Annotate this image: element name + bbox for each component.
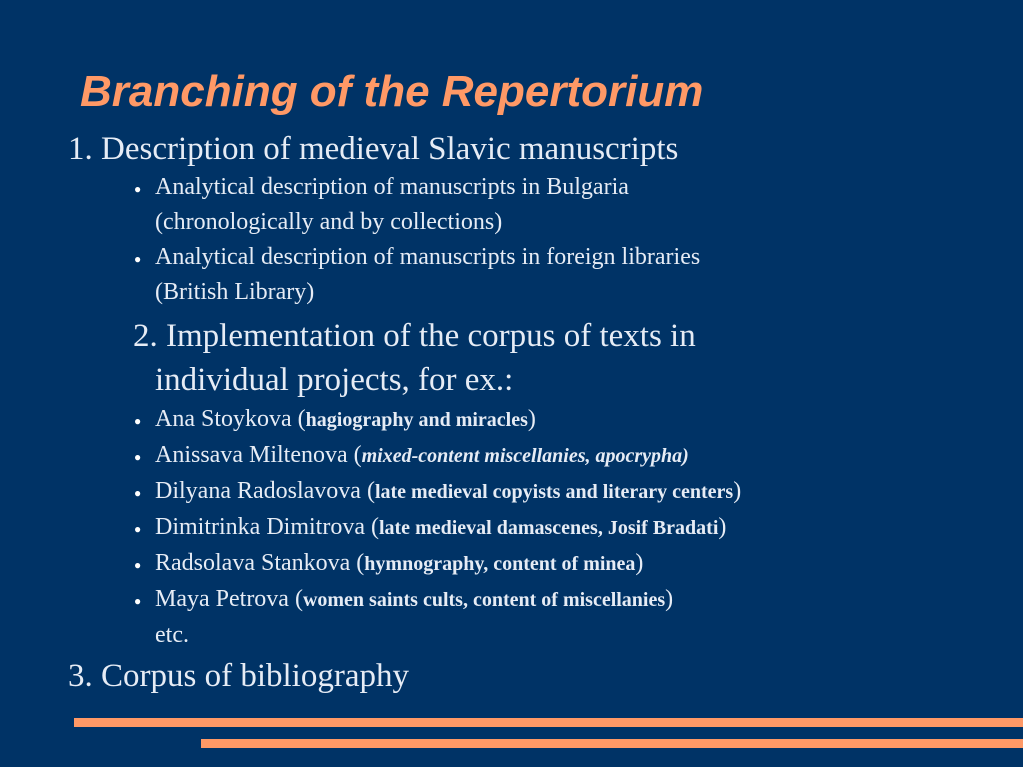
bullet-icon: ● [134,486,142,500]
item-text: Analytical description of manuscripts in Bulgaria [155,174,629,200]
project-item [134,438,1023,474]
project-author: Dilyana Radoslavova ( [155,478,375,504]
project-close: ) [665,586,674,612]
project-topic: late medieval damascenes, Josif Bradati [378,517,719,539]
bullet-icon: ● [134,450,142,464]
project-close: ) [718,514,727,540]
item-text-cont: (chronologically and by collections) [155,209,503,235]
item-text-cont: (British Library) [155,279,315,305]
bullet-icon: ● [134,558,142,572]
bullet-icon: ● [134,182,142,196]
bullet-icon: ● [134,522,142,536]
section-3-heading: 3. Corpus of bibliography [68,658,409,694]
project-item [134,474,1023,510]
project-author: Ana Stoykova ( [155,406,306,432]
section-1-heading: 1. Description of medieval Slavic manuscripts [68,131,679,167]
list-item [134,170,1023,240]
item-text: Analytical description of manuscripts in foreign libraries [155,244,701,270]
list-item [134,240,1023,310]
decorative-rule-top [74,718,1023,727]
project-item [134,582,1023,618]
project-author: Maya Petrova ( [155,586,303,612]
project-close: ) [527,406,536,432]
project-item [134,546,1023,582]
etc-text: etc. [155,622,189,648]
slide-title: Branching of the Repertorium [80,67,704,116]
bullet-icon: ● [134,594,142,608]
bullet-icon: ● [134,252,142,266]
section-2-heading-line2: individual projects, for ex.: [155,362,514,398]
bullet-icon: ● [134,414,142,428]
project-author: Dimitrinka Dimitrova ( [155,514,379,540]
project-list [0,402,1023,618]
project-author: Radsolava Stankova ( [155,550,365,576]
project-topic: women saints cults, content of miscellanies [302,589,666,611]
project-topic: mixed-content miscellanies, apocrypha) [361,445,689,467]
section-1-list [0,170,1023,310]
project-item [134,402,1023,438]
section-2-heading-line1: 2. Implementation of the corpus of texts in [133,318,696,354]
project-topic: hymnography, content of minea [364,553,636,575]
project-author: Anissava Miltenova ( [155,442,362,468]
section-2-heading [133,314,833,402]
decorative-rule-bottom [201,739,1023,748]
project-item [134,510,1023,546]
project-close: ) [635,550,644,576]
slide-body [0,128,1023,697]
project-topic: hagiography and miracles [305,409,528,431]
project-topic: late medieval copyists and literary centers [374,481,734,503]
project-close: ) [733,478,742,504]
